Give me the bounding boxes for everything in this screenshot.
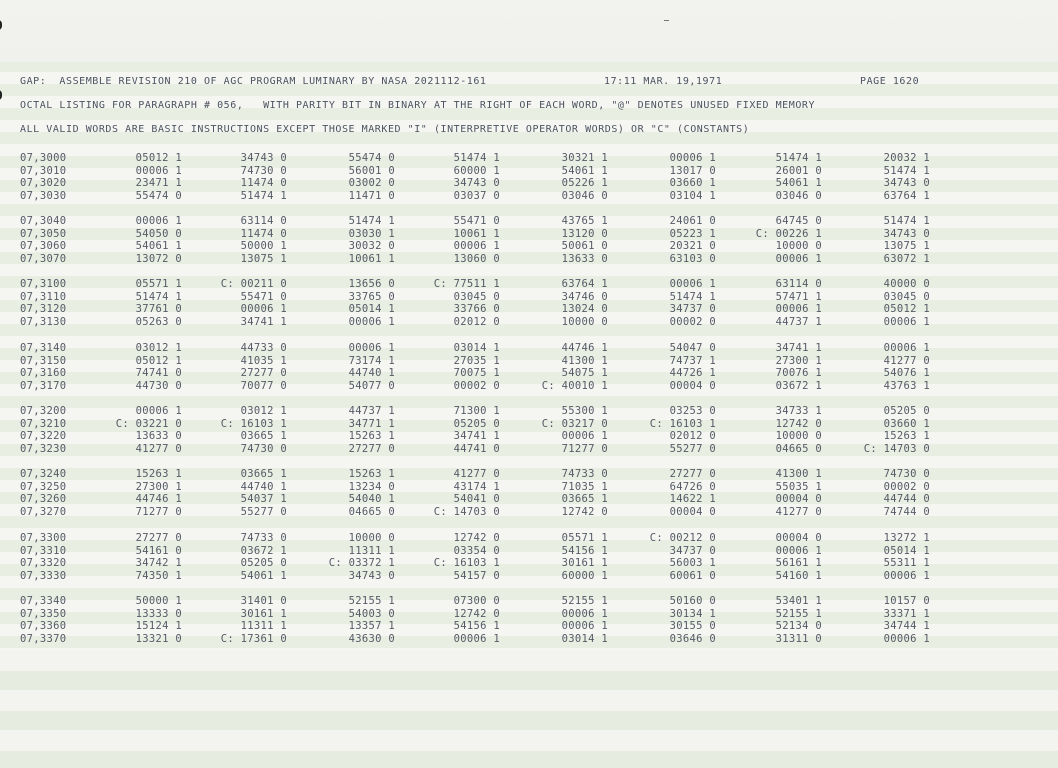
memory-word: 05205 0 — [883, 405, 930, 417]
memory-word: 63072 1 — [883, 252, 930, 265]
memory-word: 64745 0 — [775, 215, 822, 227]
address-label: 07,3040 — [20, 215, 67, 227]
address-label: 07,3300 — [20, 532, 67, 544]
memory-word: C: 16103 1 — [433, 557, 500, 570]
memory-word: 11311 1 — [240, 620, 287, 633]
address-label: 07,3050 — [20, 227, 67, 240]
memory-word: C: 00212 0 — [649, 532, 716, 544]
memory-word: 54050 0 — [135, 227, 182, 240]
memory-word: 05223 1 — [669, 227, 716, 240]
memory-word: 44740 1 — [348, 367, 395, 380]
memory-word: 27035 1 — [453, 354, 500, 367]
memory-word: 03104 1 — [669, 189, 716, 202]
memory-word: 00006 1 — [453, 632, 500, 645]
memory-word: 51474 1 — [453, 152, 500, 164]
memory-word: 10000 0 — [348, 532, 395, 544]
memory-word: 00006 1 — [135, 215, 182, 227]
memory-word: 70076 1 — [775, 367, 822, 380]
memory-word: 74350 1 — [135, 569, 182, 582]
address-label: 07,3010 — [20, 164, 67, 177]
memory-word: 00002 0 — [453, 379, 500, 392]
memory-word: 27277 0 — [669, 468, 716, 480]
address-label: 07,3260 — [20, 493, 67, 506]
memory-word: 13075 1 — [883, 240, 930, 253]
memory-word: 34737 0 — [669, 303, 716, 316]
memory-word: 00006 1 — [135, 164, 182, 177]
memory-word: 03253 0 — [669, 405, 716, 417]
address-label: 07,3020 — [20, 177, 67, 190]
memory-word: 41277 0 — [775, 505, 822, 518]
memory-word: 05571 1 — [561, 532, 608, 544]
memory-word: 33766 0 — [453, 303, 500, 316]
memory-word: 34741 1 — [240, 315, 287, 328]
memory-word: 74730 0 — [883, 468, 930, 480]
memory-word: 27277 0 — [348, 442, 395, 455]
memory-word: 05012 1 — [883, 303, 930, 316]
memory-word: 30321 1 — [561, 152, 608, 164]
memory-word: 55035 1 — [775, 480, 822, 493]
memory-word: 00006 1 — [135, 405, 182, 417]
address-label: 07,3370 — [20, 632, 67, 645]
memory-word: 03665 1 — [240, 430, 287, 443]
address-label: 07,3160 — [20, 367, 67, 380]
memory-word: 54040 1 — [348, 493, 395, 506]
memory-word: 74744 0 — [883, 505, 930, 518]
address-label: 07,3250 — [20, 480, 67, 493]
memory-word: 51474 1 — [348, 215, 395, 227]
memory-word: 50000 1 — [135, 595, 182, 607]
memory-word: 13272 1 — [883, 532, 930, 544]
memory-word: C: 16103 1 — [220, 417, 287, 430]
memory-word: 03660 1 — [883, 417, 930, 430]
memory-word: 53401 1 — [775, 595, 822, 607]
address-label: 07,3340 — [20, 595, 67, 607]
memory-word: 26001 0 — [775, 164, 822, 177]
memory-word: 11474 0 — [240, 177, 287, 190]
memory-word: 34742 1 — [135, 557, 182, 570]
memory-word: C: 16103 1 — [649, 417, 716, 430]
memory-word: 43765 1 — [561, 215, 608, 227]
memory-word: 54061 1 — [240, 569, 287, 582]
memory-word: 44737 1 — [775, 315, 822, 328]
address-label: 07,3100 — [20, 278, 67, 290]
address-label: 07,3360 — [20, 620, 67, 633]
address-label: 07,3130 — [20, 315, 67, 328]
memory-word: 15124 1 — [135, 620, 182, 633]
memory-word: 15263 1 — [135, 468, 182, 480]
memory-word: 51474 1 — [135, 290, 182, 303]
memory-word: 30161 1 — [561, 557, 608, 570]
memory-word: 13234 0 — [348, 480, 395, 493]
memory-word: 34743 0 — [240, 152, 287, 164]
memory-word: 13357 1 — [348, 620, 395, 633]
address-label: 07,3120 — [20, 303, 67, 316]
address-label: 07,3330 — [20, 569, 67, 582]
memory-word: 03014 1 — [453, 342, 500, 354]
memory-word: 34741 1 — [775, 342, 822, 354]
memory-word: 74741 0 — [135, 367, 182, 380]
memory-word: 60000 1 — [453, 164, 500, 177]
memory-word: 56003 1 — [669, 557, 716, 570]
memory-word: 02012 0 — [669, 430, 716, 443]
memory-word: 74733 0 — [561, 468, 608, 480]
memory-word: 52155 1 — [561, 595, 608, 607]
memory-word: 41300 1 — [561, 354, 608, 367]
memory-word: 00002 0 — [669, 315, 716, 328]
address-label: 07,3230 — [20, 442, 67, 455]
memory-word: C: 40010 1 — [541, 379, 608, 392]
memory-word: 14622 1 — [669, 493, 716, 506]
memory-word: 12742 0 — [453, 532, 500, 544]
listing-description: OCTAL LISTING FOR PARAGRAPH # 056, WITH PARITY BIT IN BINARY AT THE RIGHT OF EACH WORD, "@" DENOTES UNUSED FIXED MEMORY — [20, 100, 816, 111]
memory-word: C: 77511 1 — [433, 278, 500, 290]
memory-word: C: 03372 1 — [328, 557, 395, 570]
memory-word: 52155 1 — [775, 607, 822, 620]
address-label: 07,3150 — [20, 354, 67, 367]
memory-word: 27300 1 — [775, 354, 822, 367]
memory-word: 63114 0 — [240, 215, 287, 227]
memory-word: 44741 0 — [453, 442, 500, 455]
memory-word: 05014 1 — [348, 303, 395, 316]
memory-word: 34733 1 — [775, 405, 822, 417]
memory-word: 54061 1 — [135, 240, 182, 253]
memory-word: 13075 1 — [240, 252, 287, 265]
memory-word: 24061 0 — [669, 215, 716, 227]
address-label: 07,3200 — [20, 405, 67, 417]
memory-word: 00006 1 — [775, 252, 822, 265]
memory-word: 33371 1 — [883, 607, 930, 620]
memory-word: 00006 1 — [775, 303, 822, 316]
memory-word: 00004 0 — [669, 379, 716, 392]
memory-word: 15263 1 — [348, 430, 395, 443]
memory-word: 43174 1 — [453, 480, 500, 493]
memory-word: 13333 0 — [135, 607, 182, 620]
memory-word: 00006 1 — [775, 544, 822, 557]
memory-word: 04665 0 — [348, 505, 395, 518]
memory-word: 00006 1 — [669, 152, 716, 164]
memory-word: 20321 0 — [669, 240, 716, 253]
memory-word: 74733 0 — [240, 532, 287, 544]
memory-word: 10000 0 — [775, 430, 822, 443]
memory-word: 03046 0 — [561, 189, 608, 202]
memory-word: 63114 0 — [775, 278, 822, 290]
memory-word: 11474 0 — [240, 227, 287, 240]
memory-word: 05205 0 — [453, 417, 500, 430]
memory-word: 44737 1 — [348, 405, 395, 417]
memory-word: 41277 0 — [883, 354, 930, 367]
memory-word: 43763 1 — [883, 379, 930, 392]
memory-word: 03045 0 — [453, 290, 500, 303]
memory-word: 05263 0 — [135, 315, 182, 328]
memory-word: 55300 1 — [561, 405, 608, 417]
memory-word: 43630 0 — [348, 632, 395, 645]
memory-word: 10000 0 — [775, 240, 822, 253]
memory-word: 13656 0 — [348, 278, 395, 290]
memory-word: 55277 0 — [240, 505, 287, 518]
memory-word: 51474 1 — [883, 164, 930, 177]
memory-word: 03012 1 — [240, 405, 287, 417]
memory-word: 03354 0 — [453, 544, 500, 557]
memory-word: 30161 1 — [240, 607, 287, 620]
address-label: 07,3270 — [20, 505, 67, 518]
memory-word: 34746 0 — [561, 290, 608, 303]
memory-word: 27277 0 — [135, 532, 182, 544]
memory-word: 54003 0 — [348, 607, 395, 620]
address-label: 07,3210 — [20, 417, 67, 430]
memory-word: 54076 1 — [883, 367, 930, 380]
memory-word: 03660 1 — [669, 177, 716, 190]
memory-word: 54075 1 — [561, 367, 608, 380]
memory-word: 13633 0 — [561, 252, 608, 265]
memory-word: 11311 1 — [348, 544, 395, 557]
memory-word: 03646 0 — [669, 632, 716, 645]
memory-word: 44740 1 — [240, 480, 287, 493]
memory-word: 56001 0 — [348, 164, 395, 177]
memory-word: 12742 0 — [453, 607, 500, 620]
memory-word: 34743 0 — [453, 177, 500, 190]
memory-word: 03002 0 — [348, 177, 395, 190]
memory-word: 10061 1 — [453, 227, 500, 240]
memory-word: 56161 1 — [775, 557, 822, 570]
memory-word: 73174 1 — [348, 354, 395, 367]
memory-word: 13120 0 — [561, 227, 608, 240]
memory-word: C: 03221 0 — [115, 417, 182, 430]
memory-word: 54156 1 — [561, 544, 608, 557]
address-label: 07,3030 — [20, 189, 67, 202]
memory-word: 34743 0 — [883, 177, 930, 190]
memory-word: 60000 1 — [561, 569, 608, 582]
memory-word: 13060 0 — [453, 252, 500, 265]
memory-word: 00006 1 — [240, 303, 287, 316]
memory-word: 74730 0 — [240, 164, 287, 177]
memory-word: 51474 1 — [883, 215, 930, 227]
memory-word: 10000 0 — [561, 315, 608, 328]
memory-word: 27300 1 — [135, 480, 182, 493]
memory-word: 03665 1 — [561, 493, 608, 506]
memory-word: 00006 1 — [561, 620, 608, 633]
assembly-header: GAP: ASSEMBLE REVISION 210 OF AGC PROGRAM LUMINARY BY NASA 2021112-161 — [20, 76, 487, 87]
memory-word: 54157 0 — [453, 569, 500, 582]
memory-word: 13072 0 — [135, 252, 182, 265]
memory-word: 05226 1 — [561, 177, 608, 190]
address-label: 07,3220 — [20, 430, 67, 443]
memory-word: 44746 1 — [561, 342, 608, 354]
memory-word: 54077 0 — [348, 379, 395, 392]
memory-word: 00004 0 — [775, 532, 822, 544]
memory-word: 55311 1 — [883, 557, 930, 570]
memory-word: 55277 0 — [669, 442, 716, 455]
memory-word: 44733 0 — [240, 342, 287, 354]
address-label: 07,3060 — [20, 240, 67, 253]
memory-word: 55474 0 — [135, 189, 182, 202]
memory-word: 30032 0 — [348, 240, 395, 253]
tractor-hole — [0, 20, 2, 30]
memory-word: 11471 0 — [348, 189, 395, 202]
memory-word: 13321 0 — [135, 632, 182, 645]
address-label: 07,3070 — [20, 252, 67, 265]
memory-word: 54161 0 — [135, 544, 182, 557]
memory-word: 30155 0 — [669, 620, 716, 633]
timestamp: 17:11 MAR. 19,1971 — [604, 76, 723, 87]
memory-word: 34771 1 — [348, 417, 395, 430]
tractor-hole — [0, 90, 2, 100]
memory-word: 51474 1 — [240, 189, 287, 202]
memory-word: 31311 0 — [775, 632, 822, 645]
memory-word: 03012 1 — [135, 342, 182, 354]
memory-word: 71035 1 — [561, 480, 608, 493]
memory-word: 10061 1 — [348, 252, 395, 265]
memory-word: C: 17361 0 — [220, 632, 287, 645]
memory-word: 51474 1 — [669, 290, 716, 303]
memory-word: 03045 0 — [883, 290, 930, 303]
memory-word: 33765 0 — [348, 290, 395, 303]
memory-word: 13633 0 — [135, 430, 182, 443]
memory-word: 54156 1 — [453, 620, 500, 633]
memory-word: 00006 1 — [561, 607, 608, 620]
memory-word: 55474 0 — [348, 152, 395, 164]
memory-word: 05205 0 — [240, 557, 287, 570]
memory-word: 50000 1 — [240, 240, 287, 253]
memory-word: 05014 1 — [883, 544, 930, 557]
memory-word: 63764 1 — [561, 278, 608, 290]
memory-word: 00006 1 — [883, 315, 930, 328]
memory-word: 03030 1 — [348, 227, 395, 240]
memory-word: 15263 1 — [348, 468, 395, 480]
memory-word: 44730 0 — [135, 379, 182, 392]
memory-word: 03665 1 — [240, 468, 287, 480]
memory-word: 03046 0 — [775, 189, 822, 202]
memory-word: 60061 0 — [669, 569, 716, 582]
memory-word: 04665 0 — [775, 442, 822, 455]
memory-word: 51474 1 — [775, 152, 822, 164]
memory-word: 64726 0 — [669, 480, 716, 493]
address-label: 07,3110 — [20, 290, 67, 303]
memory-word: 71300 1 — [453, 405, 500, 417]
memory-word: 00006 1 — [669, 278, 716, 290]
memory-word: 50061 0 — [561, 240, 608, 253]
memory-word: C: 14703 0 — [433, 505, 500, 518]
memory-word: 74730 0 — [240, 442, 287, 455]
memory-word: 54041 0 — [453, 493, 500, 506]
memory-word: 55471 0 — [240, 290, 287, 303]
memory-word: 71277 0 — [135, 505, 182, 518]
memory-word: 00004 0 — [669, 505, 716, 518]
memory-word: 07300 0 — [453, 595, 500, 607]
memory-word: 54037 1 — [240, 493, 287, 506]
memory-word: 13017 0 — [669, 164, 716, 177]
memory-word: 13024 0 — [561, 303, 608, 316]
memory-word: 34741 1 — [453, 430, 500, 443]
memory-word: 54160 1 — [775, 569, 822, 582]
memory-word: 00006 1 — [883, 342, 930, 354]
memory-word: 00006 1 — [348, 342, 395, 354]
memory-word: 03672 1 — [775, 379, 822, 392]
memory-word: 54047 0 — [669, 342, 716, 354]
memory-word: 10157 0 — [883, 595, 930, 607]
memory-word: 54061 1 — [775, 177, 822, 190]
memory-word: 70077 0 — [240, 379, 287, 392]
memory-word: 00006 1 — [883, 569, 930, 582]
address-label: 07,3000 — [20, 152, 67, 164]
memory-word: 34743 0 — [348, 569, 395, 582]
memory-word: 70075 1 — [453, 367, 500, 380]
memory-word: C: 00211 0 — [220, 278, 287, 290]
memory-word: C: 14703 0 — [863, 442, 930, 455]
memory-word: C: 00226 1 — [755, 227, 822, 240]
memory-word: 34743 0 — [883, 227, 930, 240]
address-label: 07,3170 — [20, 379, 67, 392]
address-label: 07,3140 — [20, 342, 67, 354]
memory-word: C: 03217 0 — [541, 417, 608, 430]
memory-word: 54061 1 — [561, 164, 608, 177]
memory-word: 41035 1 — [240, 354, 287, 367]
memory-word: 52134 0 — [775, 620, 822, 633]
address-label: 07,3240 — [20, 468, 67, 480]
memory-word: 34744 1 — [883, 620, 930, 633]
memory-word: 31401 0 — [240, 595, 287, 607]
memory-word: 40000 0 — [883, 278, 930, 290]
memory-word: 63103 0 — [669, 252, 716, 265]
memory-word: 03014 1 — [561, 632, 608, 645]
memory-word: 41277 0 — [135, 442, 182, 455]
memory-word: 37761 0 — [135, 303, 182, 316]
memory-word: 00006 1 — [883, 632, 930, 645]
address-label: 07,3320 — [20, 557, 67, 570]
memory-word: 00002 0 — [883, 480, 930, 493]
memory-word: 00004 0 — [775, 493, 822, 506]
memory-word: 52155 1 — [348, 595, 395, 607]
memory-word: 03037 0 — [453, 189, 500, 202]
address-label: 07,3310 — [20, 544, 67, 557]
memory-word: 34737 0 — [669, 544, 716, 557]
memory-word: 15263 1 — [883, 430, 930, 443]
memory-word: 27277 0 — [240, 367, 287, 380]
memory-word: 00006 1 — [561, 430, 608, 443]
memory-word: 02012 0 — [453, 315, 500, 328]
memory-word: 05012 1 — [135, 152, 182, 164]
memory-word: 41300 1 — [775, 468, 822, 480]
memory-word: 57471 1 — [775, 290, 822, 303]
legend-note: ALL VALID WORDS ARE BASIC INSTRUCTIONS EXCEPT THOSE MARKED "I" (INTERPRETIVE OPERATOR WORDS) OR "C" (CONSTANTS) — [20, 124, 750, 135]
memory-word: 03672 1 — [240, 544, 287, 557]
memory-word: 55471 0 — [453, 215, 500, 227]
memory-word: 41277 0 — [453, 468, 500, 480]
page-number: PAGE 1620 — [860, 76, 920, 87]
memory-word: 71277 0 — [561, 442, 608, 455]
memory-word: 23471 1 — [135, 177, 182, 190]
address-label: 07,3350 — [20, 607, 67, 620]
memory-word: 44726 1 — [669, 367, 716, 380]
memory-word: 50160 0 — [669, 595, 716, 607]
memory-word: 20032 1 — [883, 152, 930, 164]
memory-word: 30134 1 — [669, 607, 716, 620]
memory-word: 74737 1 — [669, 354, 716, 367]
memory-word: 00006 1 — [348, 315, 395, 328]
memory-word: 63764 1 — [883, 189, 930, 202]
memory-word: 05012 1 — [135, 354, 182, 367]
memory-word: 44744 0 — [883, 493, 930, 506]
memory-word: 05571 1 — [135, 278, 182, 290]
memory-word: 12742 0 — [561, 505, 608, 518]
memory-word: 00006 1 — [453, 240, 500, 253]
memory-word: 44746 1 — [135, 493, 182, 506]
paper-mark — [664, 20, 669, 21]
memory-word: 12742 0 — [775, 417, 822, 430]
